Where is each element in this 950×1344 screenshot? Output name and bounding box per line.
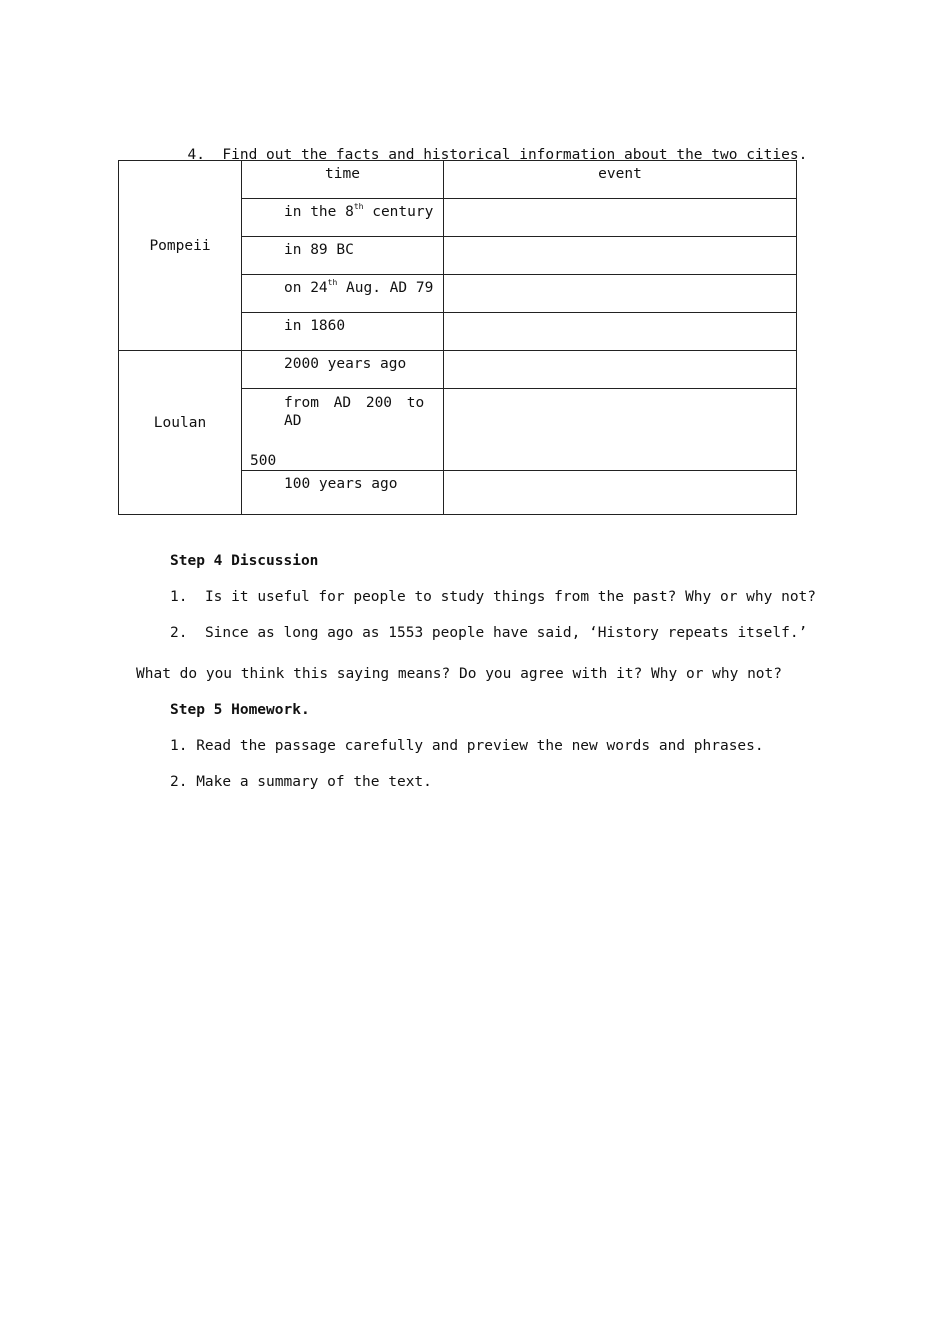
time-cell: in the 8th century (242, 199, 444, 237)
task4-text: Find out the facts and historical information about the two cities. (222, 147, 808, 163)
header-event: event (444, 161, 797, 199)
table-row (119, 351, 797, 389)
time-cell (242, 389, 444, 471)
task4-number: 4. (187, 147, 205, 163)
event-cell[interactable] (444, 199, 797, 237)
step5-heading: Step 5 Homework. (170, 702, 310, 718)
time-cell: in 89 BC (242, 237, 444, 275)
step4-question-2: 2. Since as long ago as 1553 people have said, ‘History repeats itself.’ (170, 625, 808, 641)
task4-line (170, 128, 807, 164)
time-cell: in 1860 (242, 313, 444, 351)
time-cell-line2: 500 (250, 453, 277, 469)
time-cell: 2000 years ago (242, 351, 444, 389)
time-cell-line1: from AD 200 to AD (284, 395, 425, 429)
facts-table (118, 160, 797, 515)
table-header-row (119, 161, 797, 199)
event-cell[interactable] (444, 275, 797, 313)
time-cell: on 24th Aug. AD 79 (242, 275, 444, 313)
time-cell: 100 years ago (242, 471, 444, 515)
step4-question-2-cont: What do you think this saying means? Do you agree with it? Why or why not? (136, 666, 783, 682)
event-cell[interactable] (444, 313, 797, 351)
header-time: time (242, 161, 444, 199)
step4-heading: Step 4 Discussion (170, 553, 319, 569)
event-cell[interactable] (444, 471, 797, 515)
event-cell[interactable] (444, 351, 797, 389)
event-cell[interactable] (444, 389, 797, 471)
city-cell-pompeii: Pompeii (119, 161, 242, 351)
homework-item-1: 1. Read the passage carefully and preview the new words and phrases. (170, 738, 764, 754)
city-cell-loulan: Loulan (119, 351, 242, 515)
event-cell[interactable] (444, 237, 797, 275)
step4-question-1: 1. Is it useful for people to study things from the past? Why or why not? (170, 589, 817, 605)
homework-item-2: 2. Make a summary of the text. (170, 774, 432, 790)
